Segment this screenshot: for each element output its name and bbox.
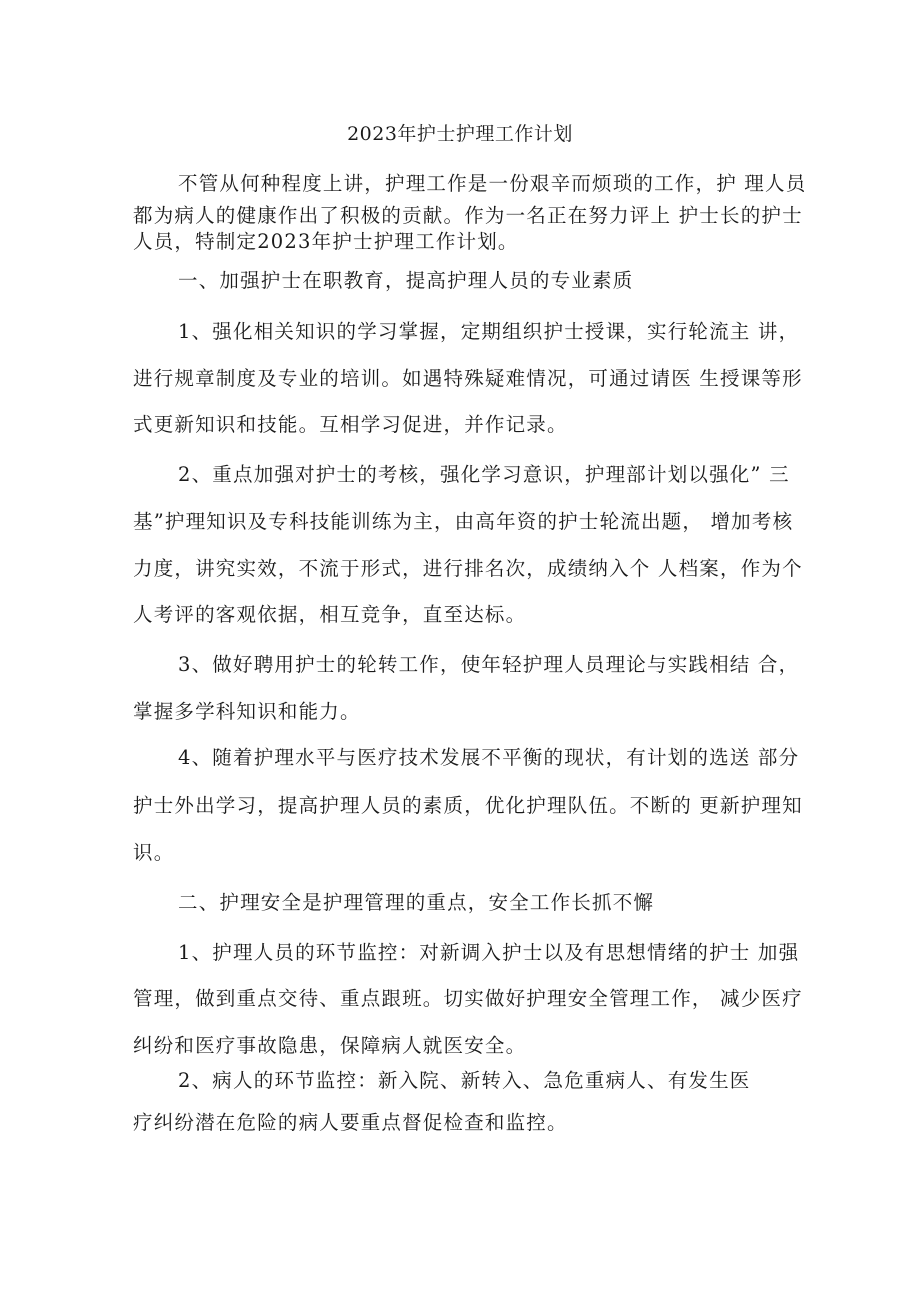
paragraph-line: 3、做好聘用护士的轮转工作，使年轻护理人员理论与实践相结 合， [178,653,800,676]
paragraph-line: 管理，做到重点交待、重点跟班。切实做好护理安全管理工作， 减少医疗 [133,987,803,1010]
document-title: 2023年护士护理工作计划 [347,123,573,145]
paragraph-line: 不管从何种程度上讲，护理工作是一份艰辛而烦琐的工作，护 理人员 [178,172,807,195]
paragraph-line: 疗纠纷潜在危险的病人要重点督促检查和监控。 [133,1111,568,1134]
paragraph-line: 1、强化相关知识的学习掌握，定期组织护士授课，实行轮流主 讲， [178,320,800,343]
paragraph-line: 式更新知识和技能。互相学习促进，并作记录。 [133,413,568,436]
paragraph-line: 基”护理知识及专科技能训练为主，由高年资的护士轮流出题， 增加考核 [133,510,794,533]
paragraph-line: 1、护理人员的环节监控：对新调入护士以及有思想情绪的护士 加强 [178,941,800,964]
paragraph-line: 4、随着护理水平与医疗技术发展不平衡的现状，有计划的选送 部分 [178,746,800,769]
section-heading: 二、护理安全是护理管理的重点，安全工作长抓不懈 [178,891,655,914]
paragraph-line: 进行规章制度及专业的培训。如遇特殊疑难情况，可通过请医 生授课等形 [133,367,803,390]
paragraph-line: 人考评的客观依据，相互竞争，直至达标。 [133,603,527,626]
paragraph-line: 2、病人的环节监控：新入院、新转入、急危重病人、有发生医 [178,1069,751,1092]
paragraph-line: 护士外出学习，提高护理人员的素质，优化护理队伍。不断的 更新护理知 [133,794,803,817]
paragraph-line: 掌握多学科知识和能力。 [133,700,361,723]
paragraph-line: 纠纷和医疗事故隐患，保障病人就医安全。 [133,1034,527,1057]
section-heading: 一、加强护士在职教育，提高护理人员的专业素质 [178,269,634,292]
paragraph-line: 2、重点加强对护士的考核，强化学习意识，护理部计划以强化” 三 [178,463,790,486]
paragraph-line: 识。 [133,841,175,864]
paragraph-line: 都为病人的健康作出了积极的贡献。作为一名正在努力评上 护士长的护士 [133,204,803,227]
paragraph-line: 人员，特制定2023年护士护理工作计划。 [133,230,519,253]
paragraph-line: 力度，讲究实效，不流于形式，进行排名次，成绩纳入个 人档案，作为个 [133,557,803,580]
